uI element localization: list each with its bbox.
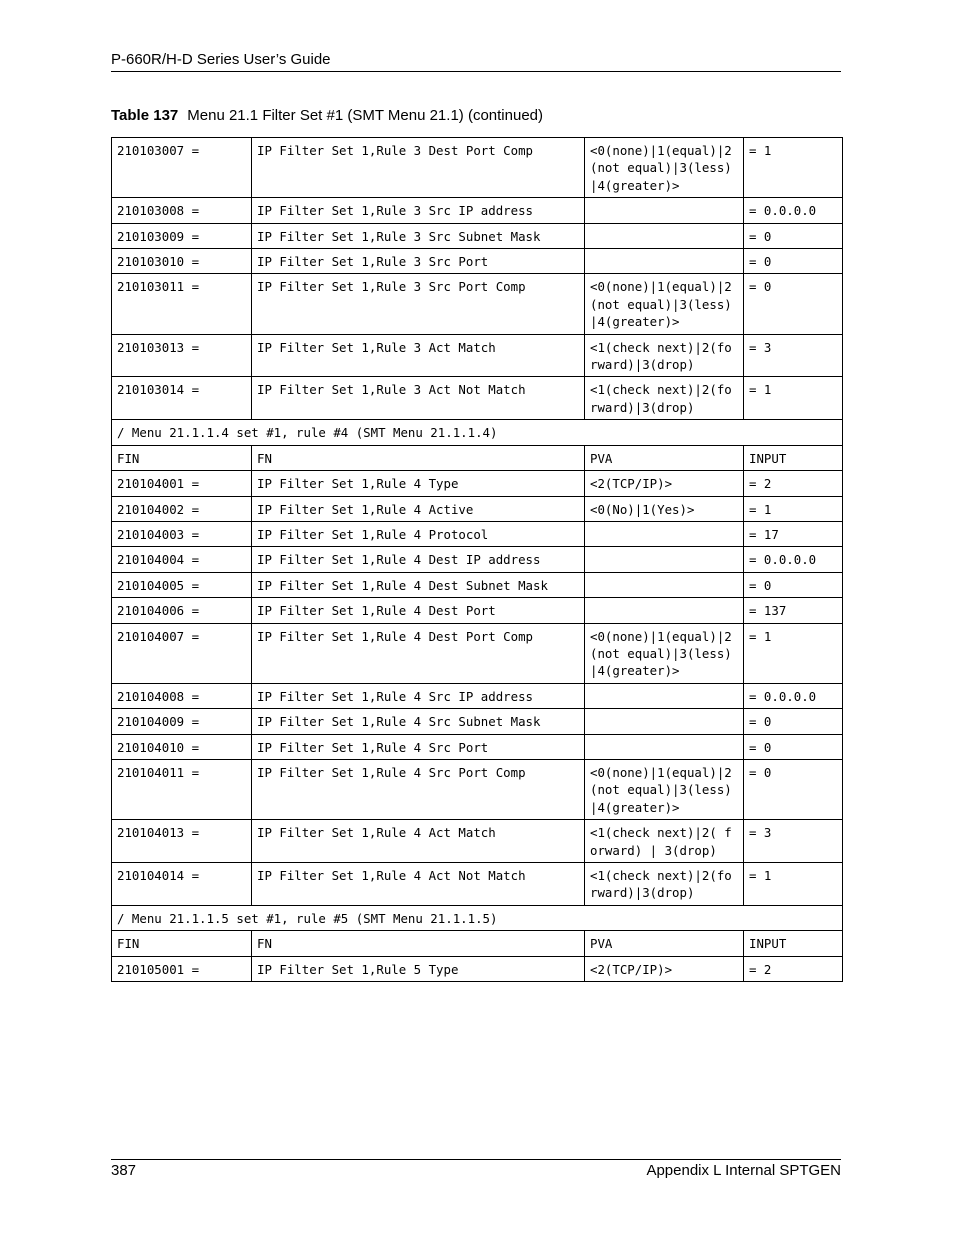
pva-cell: <1(check next)|2(forward)|3(drop) — [585, 863, 744, 906]
fin-cell: 210104011 = — [112, 759, 252, 819]
table-row — [112, 709, 843, 734]
fin-cell: 210104009 = — [112, 709, 252, 734]
fin-cell: 210103013 = — [112, 334, 252, 377]
input-cell: = 0 — [744, 223, 843, 248]
table-header-row — [112, 445, 843, 470]
fin-cell: 210103007 = — [112, 138, 252, 198]
fn-cell: IP Filter Set 1,Rule 4 Dest Subnet Mask — [252, 572, 585, 597]
input-cell: = 0 — [744, 759, 843, 819]
pva-cell: PVA — [585, 931, 744, 956]
table-header-row — [112, 931, 843, 956]
pva-cell — [585, 683, 744, 708]
table-row — [112, 572, 843, 597]
table-row — [112, 198, 843, 223]
input-cell: INPUT — [744, 445, 843, 470]
input-cell: = 1 — [744, 623, 843, 683]
fn-cell: IP Filter Set 1,Rule 5 Type — [252, 956, 585, 981]
fn-cell: IP Filter Set 1,Rule 4 Dest Port Comp — [252, 623, 585, 683]
fin-cell: 210104007 = — [112, 623, 252, 683]
table-row — [112, 471, 843, 496]
input-cell: = 137 — [744, 598, 843, 623]
fn-cell: IP Filter Set 1,Rule 3 Act Not Match — [252, 377, 585, 420]
table-row — [112, 734, 843, 759]
pva-cell: <0(none)|1(equal)|2(not equal)|3(less)|4(greater)> — [585, 138, 744, 198]
input-cell: = 0.0.0.0 — [744, 198, 843, 223]
input-cell: = 1 — [744, 377, 843, 420]
fn-cell: IP Filter Set 1,Rule 4 Src Port Comp — [252, 759, 585, 819]
table-row — [112, 956, 843, 981]
pva-cell — [585, 249, 744, 274]
fn-cell: IP Filter Set 1,Rule 4 Dest IP address — [252, 547, 585, 572]
table-row — [112, 138, 843, 198]
input-cell: = 3 — [744, 334, 843, 377]
fin-cell: 210104003 = — [112, 521, 252, 546]
pva-cell — [585, 709, 744, 734]
table-row — [112, 249, 843, 274]
input-cell: = 0 — [744, 274, 843, 334]
input-cell: = 1 — [744, 496, 843, 521]
pva-cell: <0(none)|1(equal)|2(not equal)|3(less)|4(greater)> — [585, 623, 744, 683]
pva-cell: <0(none)|1(equal)|2(not equal)|3(less)|4(greater)> — [585, 274, 744, 334]
pva-cell — [585, 223, 744, 248]
fn-cell: IP Filter Set 1,Rule 3 Src Subnet Mask — [252, 223, 585, 248]
fin-cell: 210103011 = — [112, 274, 252, 334]
fin-cell: 210104010 = — [112, 734, 252, 759]
section-title-cell: / Menu 21.1.1.4 set #1, rule #4 (SMT Menu 21.1.1.4) — [112, 420, 843, 445]
fn-cell: IP Filter Set 1,Rule 4 Src Subnet Mask — [252, 709, 585, 734]
header-rule — [111, 71, 841, 72]
fn-cell: IP Filter Set 1,Rule 3 Src Port — [252, 249, 585, 274]
section-row — [112, 420, 843, 445]
input-cell: = 3 — [744, 820, 843, 863]
table-row — [112, 683, 843, 708]
pva-cell: <0(none)|1(equal)|2(not equal)|3(less)|4(greater)> — [585, 759, 744, 819]
table-row — [112, 863, 843, 906]
fin-cell: 210104001 = — [112, 471, 252, 496]
input-cell: = 0.0.0.0 — [744, 683, 843, 708]
fn-cell: IP Filter Set 1,Rule 4 Src Port — [252, 734, 585, 759]
table-caption-label: Table 137 — [111, 107, 179, 124]
fn-cell: FN — [252, 931, 585, 956]
fn-cell: IP Filter Set 1,Rule 4 Protocol — [252, 521, 585, 546]
fin-cell: 210103014 = — [112, 377, 252, 420]
footer-section-title: Appendix L Internal SPTGEN — [646, 1162, 841, 1179]
table-caption-text: Menu 21.1 Filter Set #1 (SMT Menu 21.1) (continued) — [187, 107, 543, 124]
pva-cell — [585, 598, 744, 623]
page-number: 387 — [111, 1162, 137, 1179]
fin-cell: 210104002 = — [112, 496, 252, 521]
fin-cell: 210104014 = — [112, 863, 252, 906]
pva-cell — [585, 547, 744, 572]
pva-cell: PVA — [585, 445, 744, 470]
table-row — [112, 623, 843, 683]
input-cell: = 2 — [744, 471, 843, 496]
fin-cell: 210104006 = — [112, 598, 252, 623]
fin-cell: 210104005 = — [112, 572, 252, 597]
section-title-cell: / Menu 21.1.1.5 set #1, rule #5 (SMT Menu 21.1.1.5) — [112, 905, 843, 930]
fn-cell: IP Filter Set 1,Rule 4 Act Not Match — [252, 863, 585, 906]
pva-cell — [585, 521, 744, 546]
fn-cell: IP Filter Set 1,Rule 3 Act Match — [252, 334, 585, 377]
table-row — [112, 334, 843, 377]
table-row — [112, 547, 843, 572]
input-cell: = 0.0.0.0 — [744, 547, 843, 572]
table-caption — [111, 107, 543, 124]
table-row — [112, 377, 843, 420]
config-table — [111, 137, 843, 982]
fin-cell: 210104004 = — [112, 547, 252, 572]
fn-cell: IP Filter Set 1,Rule 4 Src IP address — [252, 683, 585, 708]
pva-cell — [585, 734, 744, 759]
input-cell: = 1 — [744, 138, 843, 198]
table-row — [112, 274, 843, 334]
fin-cell: FIN — [112, 931, 252, 956]
pva-cell: <2(TCP/IP)> — [585, 956, 744, 981]
fn-cell: IP Filter Set 1,Rule 4 Act Match — [252, 820, 585, 863]
pva-cell — [585, 572, 744, 597]
fin-cell: 210103010 = — [112, 249, 252, 274]
fn-cell: IP Filter Set 1,Rule 4 Active — [252, 496, 585, 521]
input-cell: INPUT — [744, 931, 843, 956]
fin-cell: 210103008 = — [112, 198, 252, 223]
fn-cell: IP Filter Set 1,Rule 3 Dest Port Comp — [252, 138, 585, 198]
fin-cell: 210103009 = — [112, 223, 252, 248]
fn-cell: IP Filter Set 1,Rule 3 Src IP address — [252, 198, 585, 223]
table-row — [112, 598, 843, 623]
pva-cell: <1(check next)|2(forward)|3(drop) — [585, 377, 744, 420]
fin-cell: FIN — [112, 445, 252, 470]
footer-rule — [111, 1159, 841, 1160]
pva-cell: <1(check next)|2(forward)|3(drop) — [585, 334, 744, 377]
input-cell: = 2 — [744, 956, 843, 981]
pva-cell: <0(No)|1(Yes)> — [585, 496, 744, 521]
pva-cell: <1(check next)|2( forward) | 3(drop) — [585, 820, 744, 863]
input-cell: = 0 — [744, 572, 843, 597]
running-header: P-660R/H-D Series User’s Guide — [111, 51, 331, 68]
input-cell: = 0 — [744, 249, 843, 274]
fn-cell: IP Filter Set 1,Rule 4 Dest Port — [252, 598, 585, 623]
table-row — [112, 759, 843, 819]
table-row — [112, 496, 843, 521]
fn-cell: IP Filter Set 1,Rule 4 Type — [252, 471, 585, 496]
input-cell: = 17 — [744, 521, 843, 546]
fin-cell: 210105001 = — [112, 956, 252, 981]
fn-cell: FN — [252, 445, 585, 470]
table-row — [112, 820, 843, 863]
table-row — [112, 521, 843, 546]
pva-cell: <2(TCP/IP)> — [585, 471, 744, 496]
section-row — [112, 905, 843, 930]
fin-cell: 210104008 = — [112, 683, 252, 708]
pva-cell — [585, 198, 744, 223]
fin-cell: 210104013 = — [112, 820, 252, 863]
input-cell: = 1 — [744, 863, 843, 906]
input-cell: = 0 — [744, 734, 843, 759]
input-cell: = 0 — [744, 709, 843, 734]
fn-cell: IP Filter Set 1,Rule 3 Src Port Comp — [252, 274, 585, 334]
table-row — [112, 223, 843, 248]
